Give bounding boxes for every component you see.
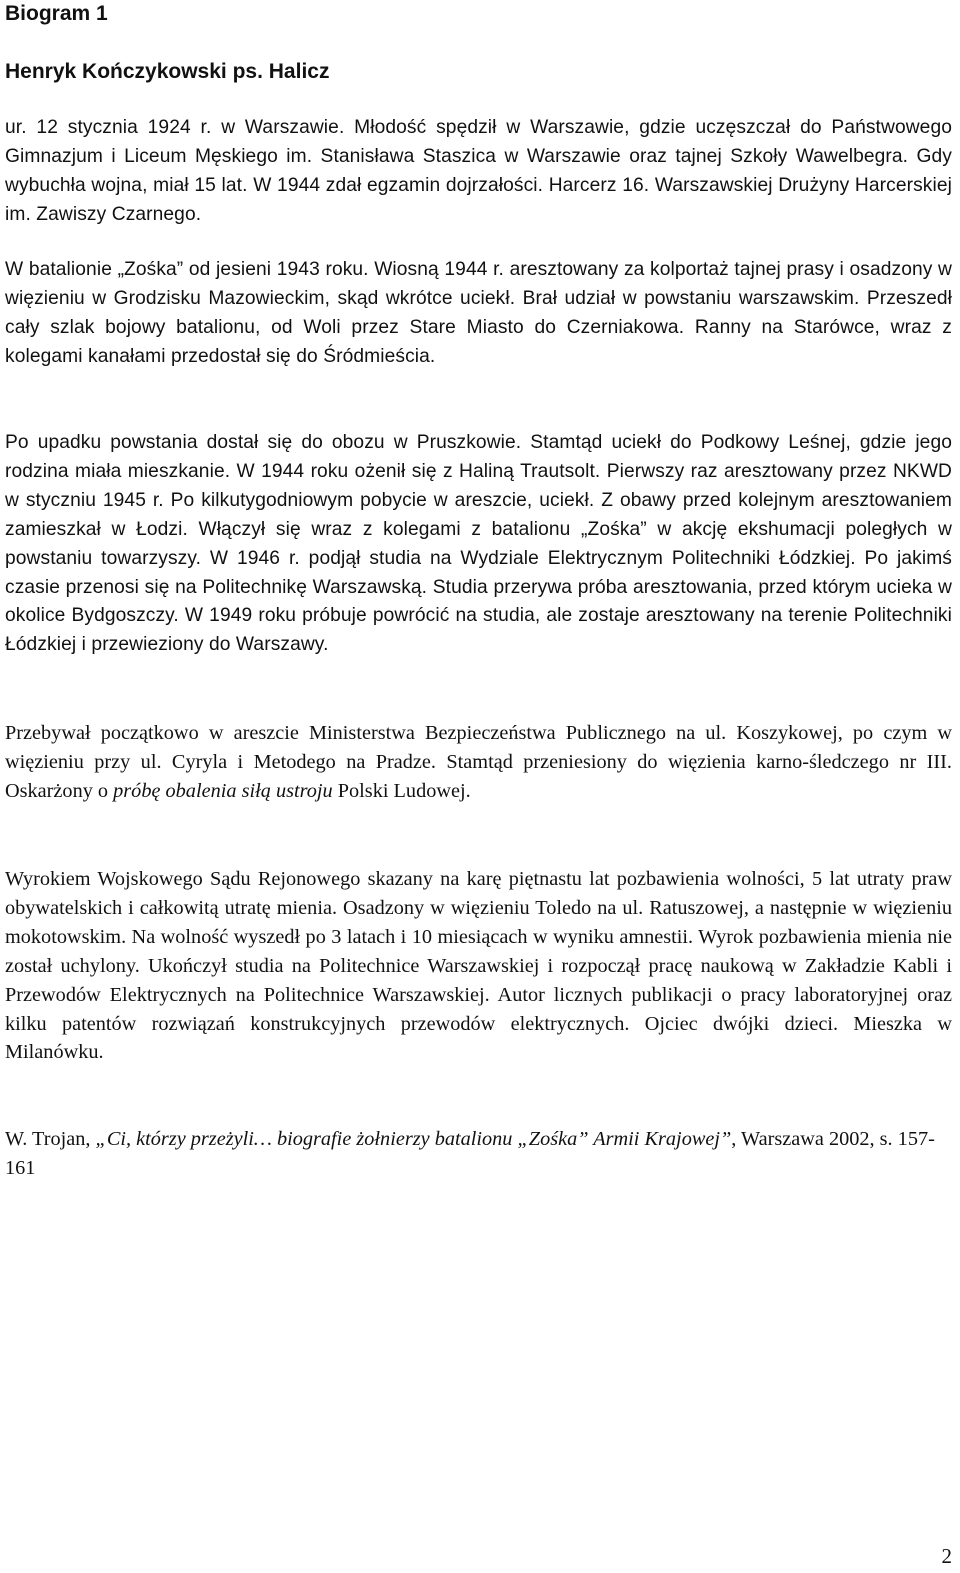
citation-rest: , Warszawa 2002, s. 157-161 — [5, 1128, 935, 1179]
paragraph-imprisonment-text: Przebywał początkowo w areszcie Ministerstwa Bezpieczeństwa Publicznego na ul. Koszykowej, po czym w więzieniu przy ul. Cyryla i Metodego na Pradze. Stamtąd przeniesiony do więzienia karno-śledczego nr III. Oskarżony o — [5, 722, 952, 802]
person-name-heading: Henryk Kończykowski ps. Halicz — [5, 60, 330, 83]
paragraph-imprisonment — [5, 719, 952, 806]
document-title: Biogram 1 — [5, 2, 108, 25]
paragraph-birth-youth: ur. 12 stycznia 1924 r. w Warszawie. Młodość spędził w Warszawie, gdzie uczęszczał do Państwowego Gimnazjum i Liceum Męskiego im. Stanisława Staszica w Warszawie oraz tajnej Szkoły Wawelbegra. Gdy wybuchła wojna, miał 15 lat. W 1944 zdał egzamin dojrzałości. Harcerz 16. Warszawskiej Drużyny Harcerskiej im. Zawiszy Czarnego. — [5, 117, 952, 225]
paragraph-imprisonment-end: Polski Ludowej. — [332, 779, 471, 802]
citation-title: „Ci, którzy przeżyli… biografie żołnierzy batalionu „Zośka” Armii Krajowej” — [95, 1128, 732, 1150]
citation-author: W. Trojan, — [5, 1128, 96, 1150]
paragraph-battalion: W batalionie „Zośka” od jesieni 1943 roku. Wiosną 1944 r. aresztowany za kolportaż tajnej prasy i osadzony w więzieniu w Grodzisku Mazowieckim, skąd wkrótce uciekł. Brał udział w powstaniu warszawskim. Przeszedł cały szlak bojowy batalionu, od Woli przez Stare Miasto do Czerniakowa. Ranny na Starówce, wraz z kolegami kanałami przedostał się do Śródmieścia. — [5, 259, 952, 367]
paragraph-after-uprising: Po upadku powstania dostał się do obozu w Pruszkowie. Stamtąd uciekł do Podkowy Leśnej, gdzie jego rodzina miała mieszkanie. W 1944 roku ożenił się z Haliną Trautsolt. Pierwszy raz aresztowany przez NKWD w styczniu 1945 r. Po kilkutygodniowym pobycie w areszcie, uciekł. Z obawy przed kolejnym aresztowaniem zamieszkał w Łodzi. Włączył się wraz z kolegami z batalionu „Zośka” w akcję ekshumacji poległych w powstaniu towarzyszy. W 1946 r. podjął studia na Wydziale Elektrycznym Politechniki Łódzkiej. Po jakimś czasie przenosi się na Politechnikę Warszawską. Studia przerywa próba aresztowania, przed którym ucieka w okolice Bydgoszczy. W 1949 roku próbuje powrócić na studia, ale zostaje aresztowany na terenie Politechniki Łódzkiej i przewieziony do Warszawy. — [5, 432, 952, 656]
paragraph-sentence-career: Wyrokiem Wojskowego Sądu Rejonowego skazany na karę piętnastu lat pozbawienia wolności, 5 lat utraty praw obywatelskich i całkowitą utratę mienia. Osadzony w więzieniu Toledo na ul. Ratuszowej, a następnie w więzieniu mokotowskim. Na wolność wyszedł po 3 latach i 10 miesiącach w wyniku amnestii. Wyrok pozbawienia mienia nie został uchylony. Ukończył studia na Politechnice Warszawskiej i rozpoczął pracę naukową w Zakładzie Kabli i Przewodów Elektrycznych na Politechnice Warszawskiej. Autor licznych publikacji o pracy laboratoryjnej oraz kilku patentów rozwiązań konstrukcyjnych przewodów elektrycznych. Ojciec dwójki dzieci. Mieszka w Milanówku. — [5, 868, 952, 1064]
page-number: 2 — [941, 1544, 952, 1568]
citation — [5, 1125, 952, 1183]
charge-italic-text: próbę obalenia siłą ustroju — [113, 779, 333, 802]
